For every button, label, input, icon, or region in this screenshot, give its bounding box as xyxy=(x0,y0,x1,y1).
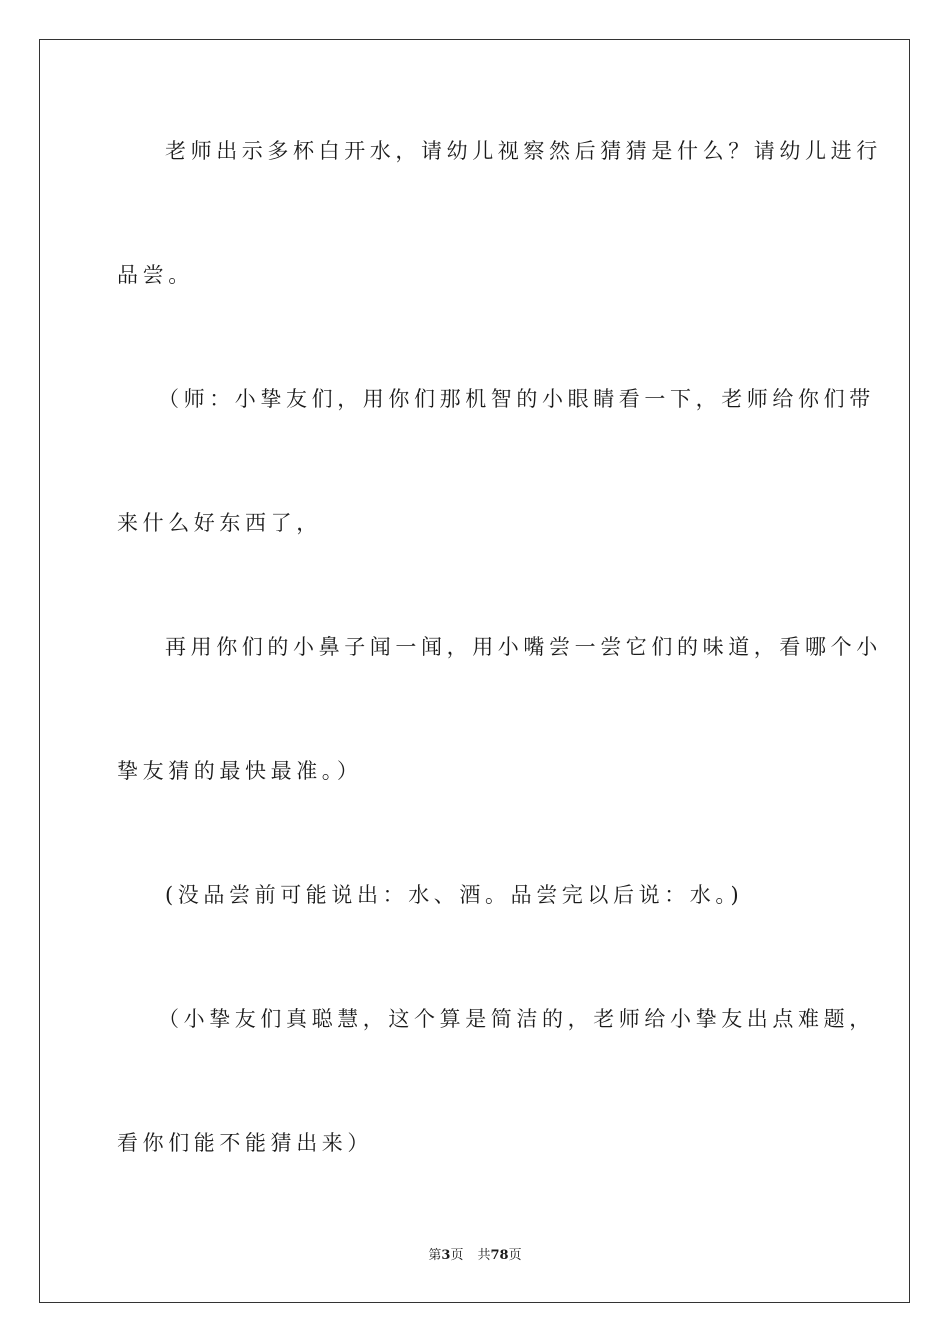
footer-page-number: 3 xyxy=(441,1248,451,1263)
footer-total-pages: 78 xyxy=(490,1248,509,1263)
page-footer xyxy=(0,1247,950,1265)
paragraph-line-9: 看你们能不能猜出来） xyxy=(117,1131,373,1155)
footer-total-suffix: 页 xyxy=(508,1248,522,1263)
footer-total-prefix: 共 xyxy=(477,1248,491,1263)
paragraph-line-2: 品尝。 xyxy=(117,263,194,287)
footer-page-suffix: 页 xyxy=(450,1248,464,1263)
paragraph-line-4: 来什么好东西了， xyxy=(117,511,322,535)
paragraph-line-5: 再用你们的小鼻子闻一闻，用小嘴尝一尝它们的味道，看哪个小 xyxy=(165,635,882,659)
paragraph-line-3: （师：小挚友们，用你们那机智的小眼睛看一下，老师给你们带 xyxy=(158,387,875,411)
paragraph-line-1: 老师出示多杯白开水，请幼儿视察然后猜猜是什么？请幼儿进行 xyxy=(165,139,882,163)
paragraph-line-6: 挚友猜的最快最准。） xyxy=(117,759,363,783)
paragraph-line-7: (没品尝前可能说出：水、酒。品尝完以后说：水。) xyxy=(165,883,744,907)
paragraph-line-8: （小挚友们真聪慧，这个算是简洁的，老师给小挚友出点难题， xyxy=(158,1007,875,1031)
page-frame xyxy=(39,39,910,1303)
footer-page-prefix: 第 xyxy=(428,1248,442,1263)
